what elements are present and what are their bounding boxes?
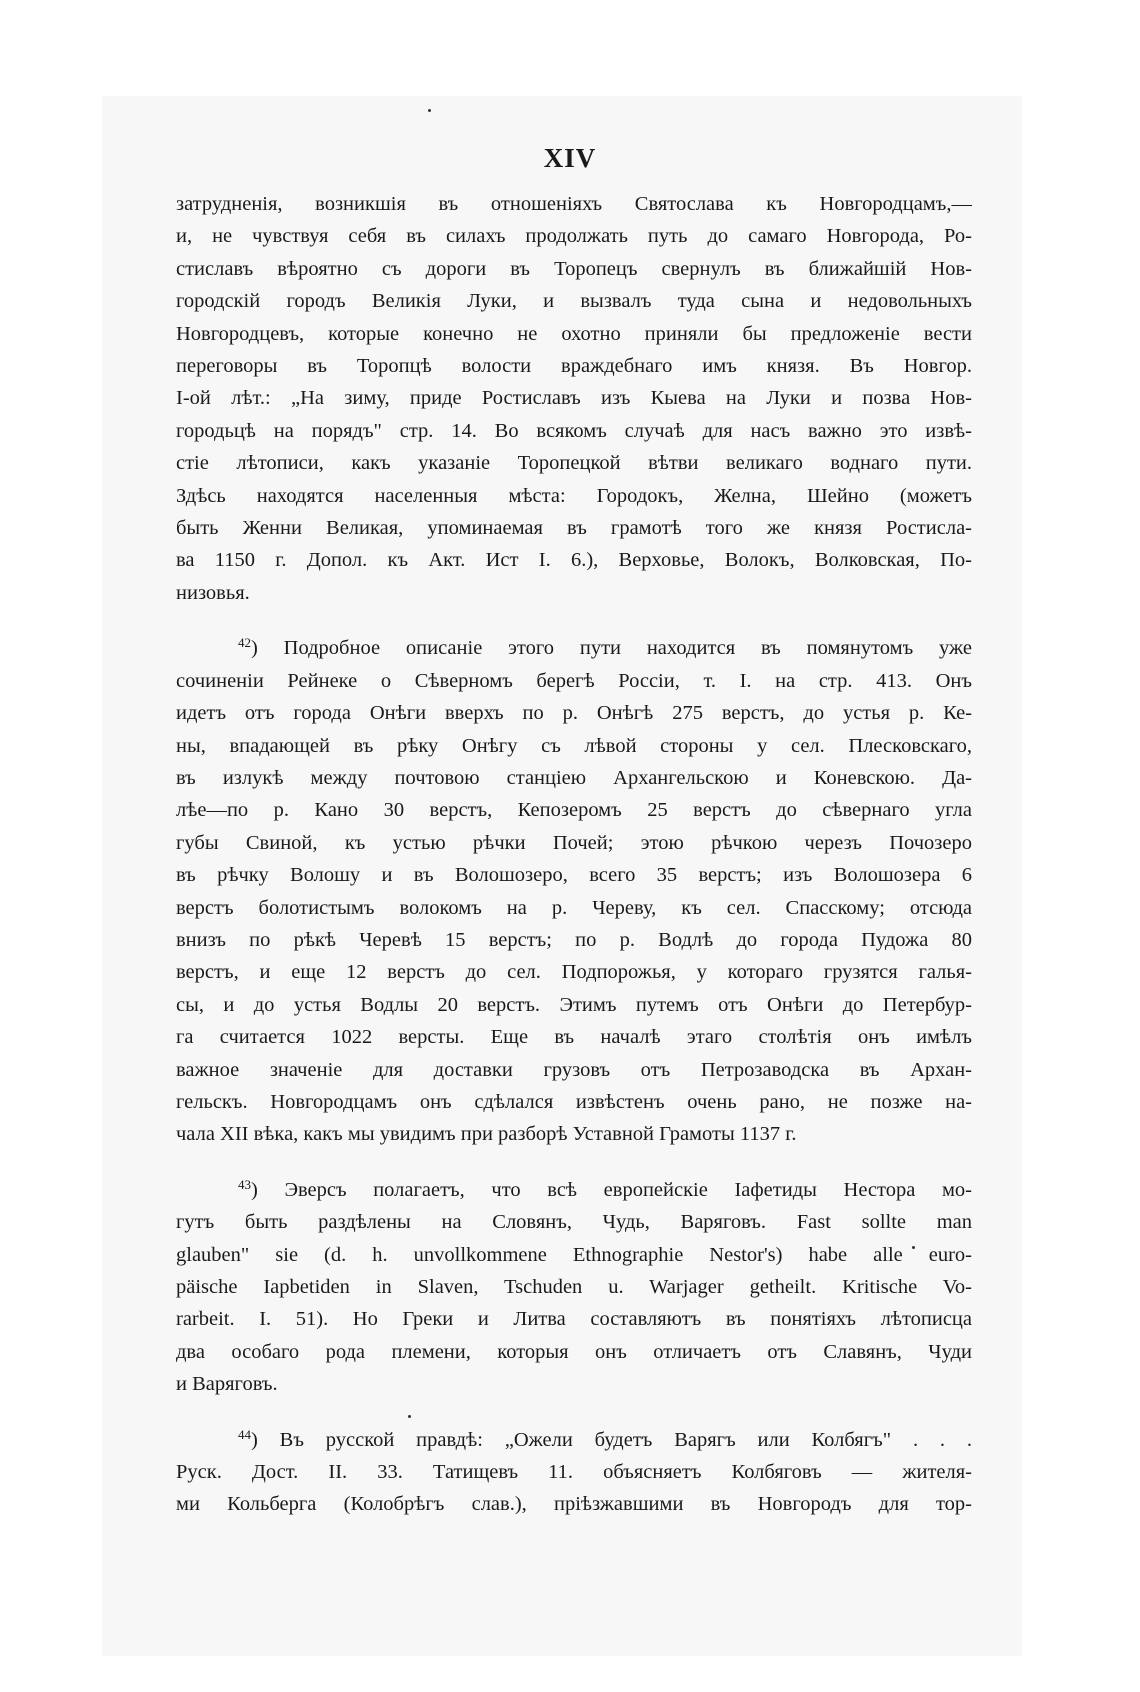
text-line: внизъ по рѣкѣ Черевѣ 15 верстъ; по р. Водлѣ до города Пудожа 80	[176, 928, 972, 951]
text-line-content: ) Подробное описаніе этого пути находится въ помянутомъ уже	[251, 637, 972, 660]
text-line: glauben" sie (d. h. unvollkommene Ethnographie Nestor's) habe alle euro-	[176, 1243, 972, 1266]
footnote-44	[176, 1419, 972, 1521]
text-line: городьцѣ на порядъ" стр. 14. Во всякомъ случаѣ для насъ важно это извѣ-	[176, 419, 972, 442]
speck-mark-top	[428, 109, 431, 112]
text-body	[176, 188, 972, 1521]
text-line-first	[176, 1419, 972, 1456]
text-line: верстъ, и еще 12 верстъ до сел. Подпорожья, у котораго грузятся галья-	[176, 961, 972, 984]
text-line: два особаго рода племени, которыя онъ отличаетъ отъ Славянъ, Чуди	[176, 1340, 972, 1363]
footnote-marker: 44	[238, 1426, 251, 1442]
text-line: въ рѣчку Волошу и въ Волошозеро, всего 35 верстъ; изъ Волошозера 6	[176, 864, 972, 887]
text-line: ва 1150 г. Допол. къ Акт. Ист I. 6.), Верховье, Волокъ, Волковская, По-	[176, 549, 972, 572]
text-line: стиславъ вѣроятно съ дороги въ Торопецъ свернулъ въ ближайшій Нов-	[176, 257, 972, 280]
text-line: päische Iapbetiden in Slaven, Tschuden u. Warjager getheilt. Kritische Vo-	[176, 1276, 972, 1298]
text-line: городскій городъ Великія Луки, и вызвалъ туда сына и недовольныхъ	[176, 290, 972, 313]
text-line: низовья.	[176, 581, 250, 604]
text-line: и Варяговъ.	[176, 1373, 278, 1396]
text-line: чала XII вѣка, какъ мы увидимъ при разборѣ Уставной Грамоты 1137 г.	[176, 1123, 797, 1146]
footnote-43	[176, 1169, 972, 1401]
text-line: гельскъ. Новгородцамъ онъ сдѣлался извѣстенъ очень рано, не позже на-	[176, 1090, 972, 1113]
text-line: лѣе—по р. Кано 30 верстъ, Кепозеромъ 25 верстъ до сѣвернаго угла	[176, 799, 972, 822]
text-line: быть Женни Великая, упоминаемая въ грамотѣ того же князя Ростисла-	[176, 517, 972, 540]
text-line-content: ) Въ русской правдѣ: „Ожели будетъ Варягъ или Колбягъ" . . .	[251, 1428, 972, 1451]
text-line-first	[176, 627, 972, 664]
text-line: и, не чувствуя себя въ силахъ продолжать путь до самаго Новгорода, Ро-	[176, 225, 972, 248]
text-line: верстъ болотистымъ волокомъ на р. Череву, къ сел. Спасскому; отсюда	[176, 896, 972, 919]
text-line: губы Свиной, къ устью рѣчки Почей; этою рѣчкою черезъ Почозеро	[176, 831, 972, 854]
text-line: важное значеніе для доставки грузовъ отъ Петрозаводска въ Архан-	[176, 1058, 972, 1081]
text-line-content: ) Эверсъ полагаетъ, что всѣ европейскіе Іафетиды Нестора мо-	[251, 1178, 972, 1201]
text-line: идетъ отъ города Онѣги вверхъ по р. Онѣгѣ 275 верстъ, до устья р. Ке-	[176, 702, 972, 725]
footnote-42	[176, 627, 972, 1151]
text-line: стіе лѣтописи, какъ указаніе Торопецкой вѣтви великаго воднаго пути.	[176, 452, 972, 475]
text-line: Новгородцевъ, которые конечно не охотно приняли бы предложеніе вести	[176, 322, 972, 345]
text-line: Руск. Дост. II. 33. Татищевъ 11. объясняетъ Колбяговъ — жителя-	[176, 1461, 972, 1484]
text-line: гутъ быть раздѣлены на Словянъ, Чудь, Варяговъ. Fast sollte man	[176, 1211, 972, 1234]
text-line: ны, впадающей въ рѣку Онѣгу съ лѣвой стороны у сел. Плесковскаго,	[176, 734, 972, 757]
text-line-first	[176, 1169, 972, 1206]
text-line: Здѣсь находятся населенныя мѣста: Городокъ, Желна, Шейно (можетъ	[176, 484, 972, 507]
text-line: га считается 1022 версты. Еще въ началѣ этаго столѣтія онъ имѣлъ	[176, 1026, 972, 1049]
text-line: ми Кольберга (Колобрѣгъ слав.), пріѣзжавшими въ Новгородъ для тор-	[176, 1493, 972, 1516]
paragraph-continued	[176, 188, 972, 609]
text-line: затрудненія, возникшія въ отношеніяхъ Святослава къ Новгородцамъ,—	[176, 193, 972, 215]
page-number: XIV	[543, 143, 597, 173]
text-line: переговоры въ Торопцѣ волости враждебнаго имъ князя. Въ Новгор.	[176, 355, 972, 378]
text-line: сочиненіи Рейнеке о Сѣверномъ берегѣ Россіи, т. I. на стр. 413. Онъ	[176, 669, 972, 692]
text-line: сы, и до устья Водлы 20 верстъ. Этимъ путемъ отъ Онѣги до Петербур-	[176, 993, 972, 1016]
footnote-marker: 42	[238, 635, 251, 651]
text-line: I-ой лѣт.: „На зиму, приде Ростиславъ изъ Кыева на Луки и позва Нов-	[176, 387, 972, 410]
text-line: rarbeit. I. 51). Но Греки и Литва составляютъ въ понятіяхъ лѣтописца	[176, 1308, 972, 1331]
text-line: въ излукѣ между почтовою станціею Архангельскою и Коневскою. Да-	[176, 766, 972, 789]
footnote-marker: 43	[238, 1176, 251, 1192]
